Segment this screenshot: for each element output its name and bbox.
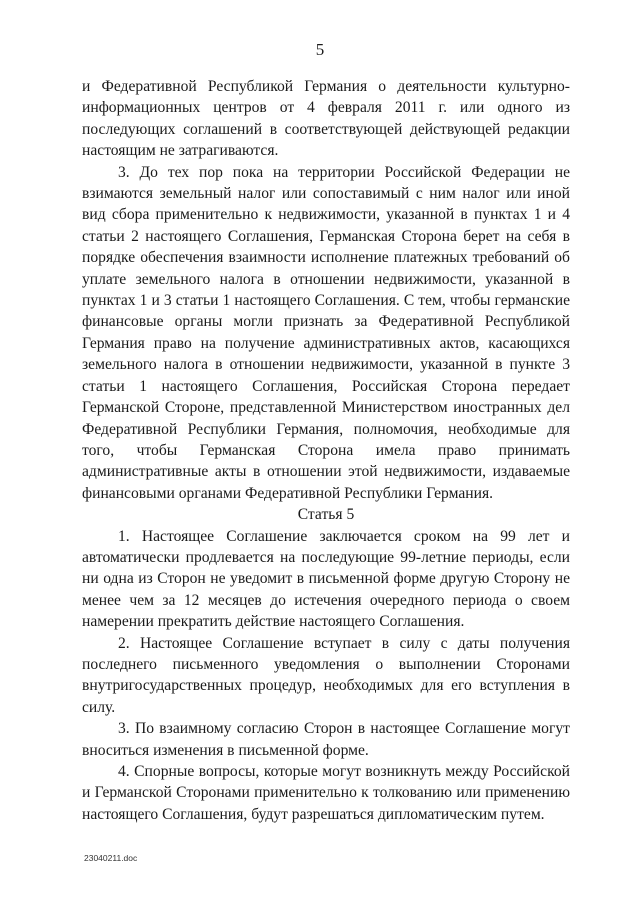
paragraph-item-3: 3. До тех пор пока на территории Российской Федерации не взимаются земельный налог или сопоставимый с ним налог или иной вид сбора применительно к недвижимости, указанной в пунктах 1 и 4 статьи 2 настоящего Соглашения, Германская Сторона берет на себя в порядке обеспечения взаимности исполнение платежных требований об уплате земельного налога в отношении недвижимости, указанной в пунктах 1 и 3 статьи 1 настоящего Соглашения. С тем, чтобы германские финансовые органы могли признать за Федеративной Республикой Германия право на получение административных актов, касающихся земельного налога в отношении недвижимости, указанной в пункте 3 статьи 1 настоящего Соглашения, Российская Сторона передает Германской Стороне, представленной Министерством иностранных дел Федеративной Республики Германия, полномочия, необходимые для того, чтобы Германская Сторона имела право принимать административные акты в отношении этой недвижимости, издаваемые финансовыми органами Федеративной Республики Германия. [82, 163, 570, 502]
page-number: 5 [315, 40, 325, 59]
document-body [82, 76, 570, 825]
article-item-2: 2. Настоящее Соглашение вступает в силу с даты получения последнего письменного уведомления о выполнении Сторонами внутригосударственных процедур, необходимых для его вступления в силу. [82, 634, 570, 716]
article-heading: Статья 5 [297, 506, 355, 524]
article-item-3: 3. По взаимному согласию Сторон в настоящее Соглашение могут вноситься изменения в письменной форме. [82, 720, 570, 759]
article-item-1: 1. Настоящее Соглашение заключается сроком на 99 лет и автоматически продлевается на последующие 99-летние периоды, если ни одна из Сторон не уведомит в письменной форме другую Сторону не менее чем за 12 месяцев до истечения очередного периода о своем намерении прекратить действие настоящего Соглашения. [82, 527, 570, 631]
footer-filename: 23040211.doc [84, 853, 138, 863]
paragraph-continuation: и Федеративной Республикой Германия о деятельности культурно-информационных центров от 4 февраля 2011 г. или одного из последующих соглашений в соответствующей действующей редакции настоящим не затрагиваются. [82, 78, 570, 160]
article-item-4: 4. Спорные вопросы, которые могут возникнуть между Российской и Германской Сторонами применительно к толкованию или применению настоящего Соглашения, будут разрешаться дипломатическим путем. [82, 763, 570, 823]
